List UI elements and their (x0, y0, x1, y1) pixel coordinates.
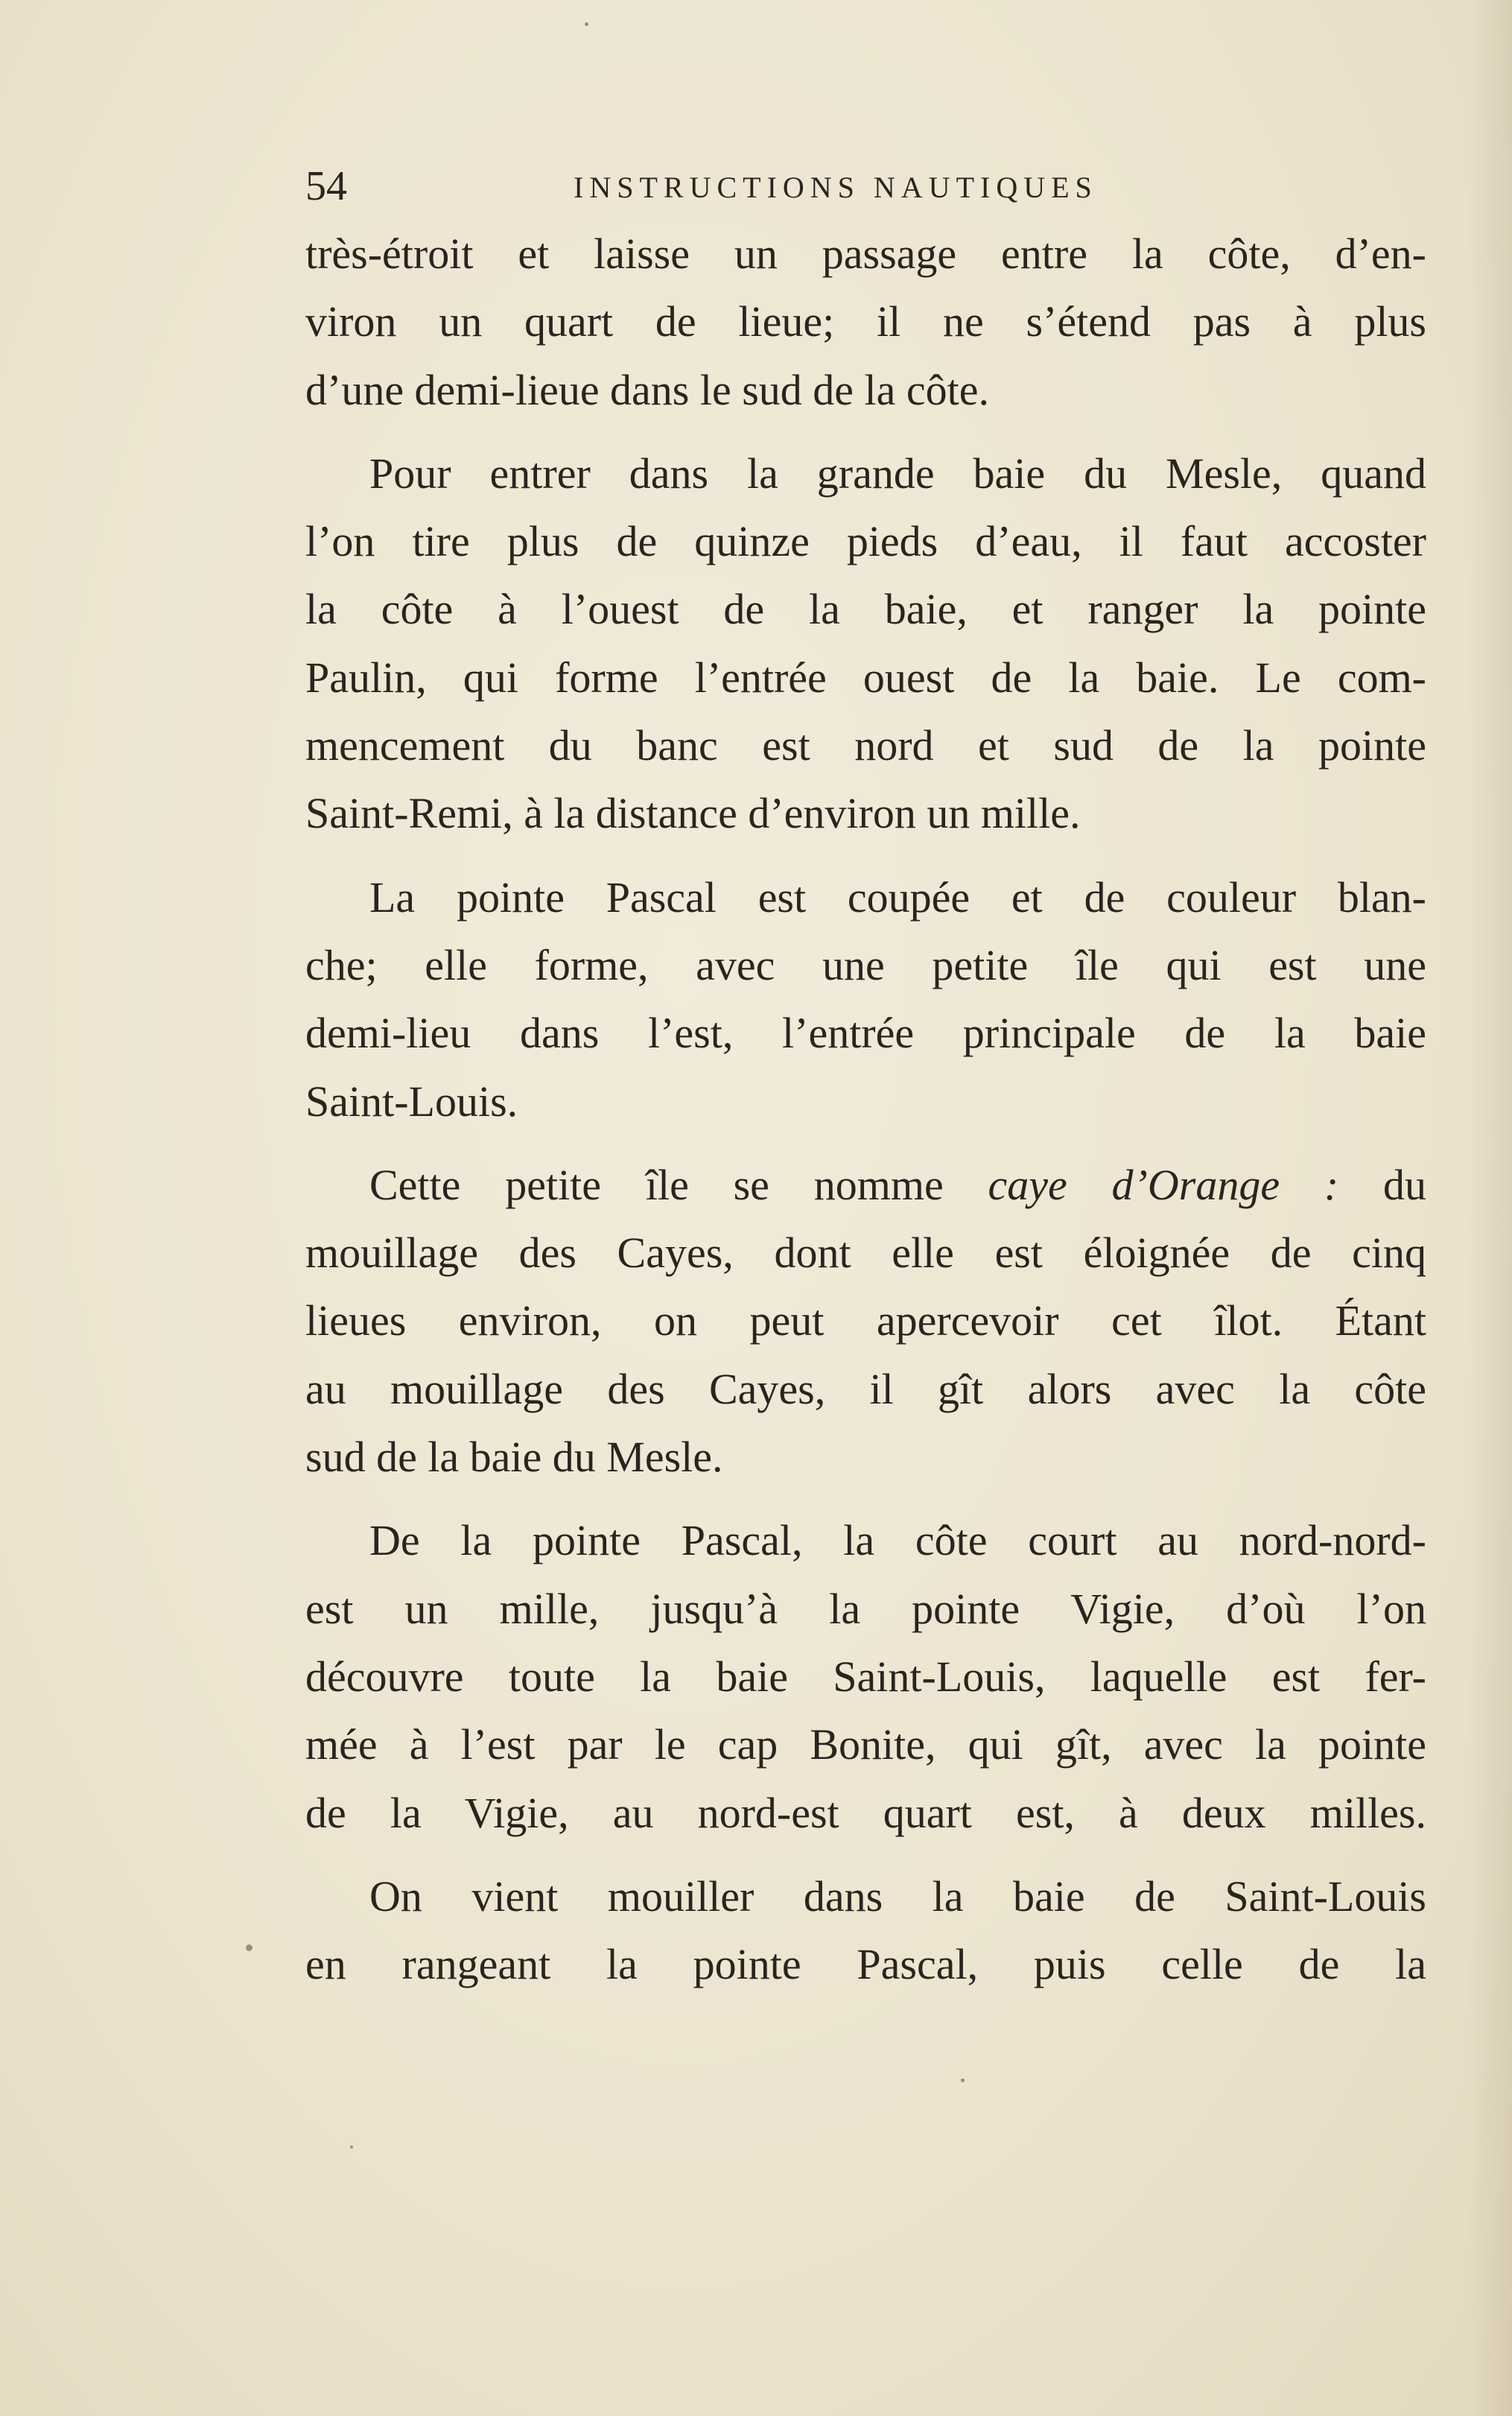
paper-speck (246, 1944, 252, 1951)
text-line: On vient mouiller dans la baie de Saint-Louis (369, 1871, 1426, 1921)
text-line: sud de la baie du Mesle. (305, 1433, 723, 1482)
text-line: d’une demi-lieue dans le sud de la côte. (305, 365, 990, 414)
text-line: très-étroit et laisse un passage entre la côte, d’en- (305, 229, 1426, 278)
text-line: mencement du banc est nord et sud de la pointe (305, 721, 1426, 770)
italic-place-name: caye d’Orange : (988, 1160, 1339, 1209)
text-line: Pour entrer dans la grande baie du Mesle, quand (369, 448, 1426, 498)
paper-speck (350, 2146, 353, 2149)
text-line: mouillage des Cayes, dont elle est éloignée de cinq (305, 1228, 1426, 1278)
running-head (305, 156, 1423, 216)
text-line: au mouillage des Cayes, il gît alors avec la côte (305, 1364, 1426, 1413)
text-line: mée à l’est par le cap Bonite, qui gît, avec la pointe (305, 1720, 1426, 1769)
text-line: est un mille, jusqu’à la pointe Vigie, d’où l’on (305, 1584, 1426, 1633)
paragraph-2 (305, 440, 1426, 848)
text-run: Cette petite île se nomme (369, 1160, 988, 1209)
body-text (305, 220, 1426, 2014)
paragraph-5 (305, 1506, 1426, 1846)
text-line: lieues environ, on peut apercevoir cet îlot. Étant (305, 1296, 1426, 1345)
paper-speck (585, 22, 588, 26)
text-line: viron un quart de lieue; il ne s’étend pas à plus (305, 297, 1426, 346)
paper-speck (961, 2079, 965, 2082)
text-line: demi-lieu dans l’est, l’entrée principale de la baie (305, 1009, 1426, 1058)
page-edge-shadow (1467, 0, 1512, 2416)
page-number: 54 (305, 163, 347, 209)
text-run: du (1338, 1160, 1426, 1209)
paragraph-6 (305, 1862, 1426, 1999)
text-line: Saint-Remi, à la distance d’environ un mille. (305, 789, 1081, 838)
paragraph-3 (305, 863, 1426, 1135)
text-line: la côte à l’ouest de la baie, et ranger la pointe (305, 585, 1426, 634)
text-line: Paulin, qui forme l’entrée ouest de la baie. Le com- (305, 653, 1426, 702)
text-line: De la pointe Pascal, la côte court au nord-nord- (369, 1516, 1426, 1565)
text-line-with-italic (305, 1151, 1426, 1219)
paragraph-1 (305, 220, 1426, 424)
text-line: en rangeant la pointe Pascal, puis celle de la (305, 1940, 1426, 1989)
text-line: l’on tire plus de quinze pieds d’eau, il faut accoster (305, 517, 1426, 566)
text-line: La pointe Pascal est coupée et de couleur blan- (369, 872, 1426, 922)
text-line: découvre toute la baie Saint-Louis, laquelle est fer- (305, 1652, 1426, 1701)
text-line: che; elle forme, avec une petite île qui est une (305, 940, 1426, 989)
text-line: de la Vigie, au nord-est quart est, à deux milles. (305, 1788, 1426, 1837)
paragraph-4 (305, 1151, 1426, 1491)
text-line: Saint-Louis. (305, 1077, 518, 1126)
running-title: INSTRUCTIONS NAUTIQUES (574, 171, 1098, 204)
